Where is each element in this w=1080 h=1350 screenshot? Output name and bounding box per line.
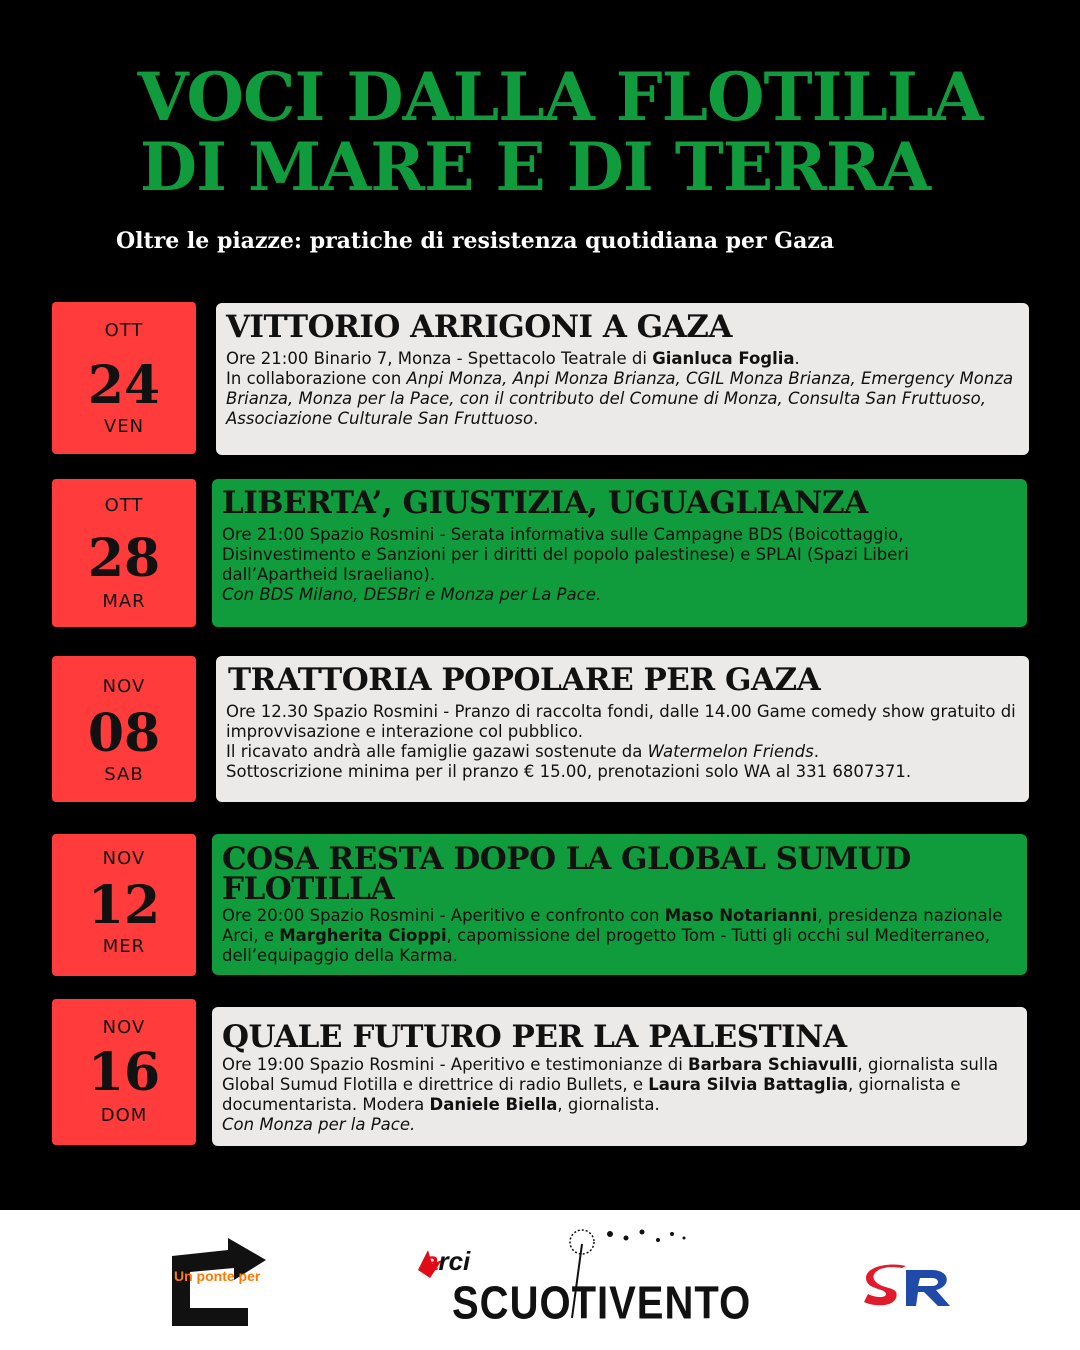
date-month: OTT bbox=[104, 495, 144, 516]
event-card-4 bbox=[212, 834, 1027, 975]
event-title: TRATTORIA POPOLARE PER GAZA bbox=[228, 662, 821, 698]
date-month: OTT bbox=[104, 320, 144, 341]
logo-sr bbox=[862, 1262, 954, 1312]
event-description: Ore 19:00 Spazio Rosmini - Aperitivo e testimonianze di Barbara Schiavulli, giornalista sulla Global Sumud Flotilla e direttrice di radio Bullets, e Laura Silvia Battaglia, giornalista e documentarista. Modera Daniele Biella, giornalista. Con Monza per la Pace. bbox=[222, 1055, 999, 1134]
event-title: QUALE FUTURO PER LA PALESTINA bbox=[222, 1019, 847, 1055]
logo-arci-scuotivento bbox=[414, 1220, 752, 1330]
date-month: NOV bbox=[102, 676, 146, 697]
date-day: 28 bbox=[87, 528, 161, 589]
date-day: 16 bbox=[87, 1042, 161, 1103]
logo-scuotivento-word: SCUOTIVENTO bbox=[452, 1278, 752, 1329]
event-description: Ore 21:00 Binario 7, Monza - Spettacolo Teatrale di Gianluca Foglia. In collaborazione con Anpi Monza, Anpi Monza Brianza, CGIL Monza Brianza, Emergency Monza Brianza, Monza per la Pace, con il contributo del Comune di Monza, Consulta San Fruttuoso, Associazione Culturale San Fruttuoso. bbox=[226, 349, 1014, 428]
date-day: 12 bbox=[87, 875, 161, 936]
subtitle: Oltre le piazze: pratiche di resistenza quotidiana per Gaza bbox=[116, 228, 835, 254]
event-description: Ore 21:00 Spazio Rosmini - Serata informativa sulle Campagne BDS (Boicottaggio, Disinvestimento e Sanzioni per i diritti del popolo palestinese) e SPLAI (Spazi Liberi dall’Apartheid Israeliano). Con BDS Milano, DESBri e Monza per La Pace. bbox=[222, 525, 909, 604]
event-card-1 bbox=[216, 303, 1029, 455]
sr-monogram-icon bbox=[862, 1262, 954, 1312]
date-day: 24 bbox=[87, 355, 161, 416]
event-title: VITTORIO ARRIGONI A GAZA bbox=[226, 309, 732, 345]
date-month: NOV bbox=[102, 848, 146, 869]
date-weekday: SAB bbox=[104, 764, 144, 785]
event-description: Ore 20:00 Spazio Rosmini - Aperitivo e confronto con Maso Notarianni, presidenza nazionale Arci, e Margherita Cioppi, capomissione del progetto Tom - Tutti gli occhi sul Mediterraneo, dell’equipaggio della Karma. bbox=[222, 906, 1003, 965]
logo-ponte-text: Un ponte per bbox=[174, 1268, 261, 1284]
event-description: Ore 12.30 Spazio Rosmini - Pranzo di raccolta fondi, dalle 14.00 Game comedy show gratuito di improvvisazione e interazione col pubblico. Il ricavato andrà alle famiglie gazawi sostenute da Watermelon Friends. Sottoscrizione minima per il pranzo € 15.00, prenotazioni solo WA al 331 6807371. bbox=[226, 702, 1016, 781]
title-line-1: VOCI DALLA FLOTILLA bbox=[137, 58, 983, 136]
date-month: NOV bbox=[102, 1017, 146, 1038]
event-title: COSA RESTA DOPO LA GLOBAL SUMUD FLOTILLA bbox=[222, 841, 911, 907]
logo-arci-word: arci bbox=[424, 1246, 471, 1276]
date-box-1 bbox=[52, 302, 196, 454]
date-weekday: VEN bbox=[103, 416, 145, 437]
date-box-5 bbox=[52, 999, 196, 1145]
date-weekday: MAR bbox=[102, 591, 146, 612]
date-weekday: MER bbox=[102, 936, 146, 957]
event-card-3 bbox=[216, 656, 1029, 802]
date-box-3 bbox=[52, 656, 196, 802]
date-box-2 bbox=[52, 479, 196, 627]
event-card-5 bbox=[212, 1007, 1027, 1146]
date-weekday: DOM bbox=[100, 1105, 148, 1126]
page-title bbox=[0, 58, 1080, 206]
date-day: 08 bbox=[87, 703, 161, 764]
logo-un-ponte-per bbox=[168, 1228, 270, 1328]
title-line-2: DI MARE E DI TERRA bbox=[139, 128, 931, 206]
event-title: LIBERTA’, GIUSTIZIA, UGUAGLIANZA bbox=[222, 485, 868, 521]
event-card-2 bbox=[212, 479, 1027, 627]
date-box-4 bbox=[52, 834, 196, 976]
